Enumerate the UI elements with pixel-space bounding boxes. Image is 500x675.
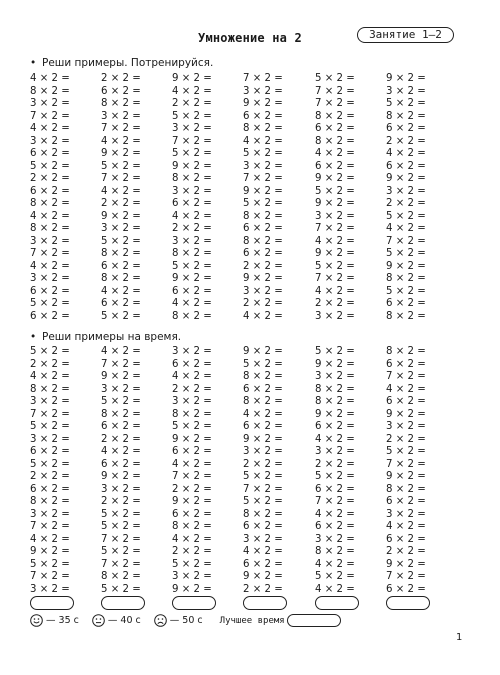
timed-exercise[interactable]: 9 × 2 = bbox=[243, 433, 283, 445]
section2-instruction bbox=[30, 330, 181, 344]
time-answer-box[interactable] bbox=[315, 596, 359, 610]
timed-exercise[interactable]: 2 × 2 = bbox=[386, 433, 426, 445]
timed-exercise[interactable]: 5 × 2 = bbox=[30, 346, 70, 357]
timed-exercise[interactable]: 4 × 2 = bbox=[386, 521, 426, 532]
timed-exercise[interactable]: 4 × 2 = bbox=[386, 383, 426, 395]
time-answer-box[interactable] bbox=[243, 596, 287, 610]
timed-exercise[interactable]: 8 × 2 = bbox=[243, 508, 283, 520]
practice-exercise[interactable]: 9 × 2 = bbox=[172, 73, 212, 84]
timed-exercise[interactable]: 5 × 2 = bbox=[243, 358, 283, 370]
timed-exercise[interactable]: 5 × 2 = bbox=[172, 558, 212, 570]
practice-exercise[interactable]: 4 × 2 = bbox=[101, 285, 141, 297]
practice-exercise[interactable]: 6 × 2 = bbox=[243, 223, 283, 234]
practice-exercise[interactable]: 3 × 2 = bbox=[315, 210, 355, 222]
practice-exercise[interactable]: 6 × 2 = bbox=[101, 260, 141, 272]
timed-exercise[interactable]: 9 × 2 = bbox=[243, 346, 283, 357]
practice-exercise[interactable]: 3 × 2 = bbox=[243, 85, 283, 97]
practice-exercise[interactable]: 5 × 2 = bbox=[30, 298, 70, 309]
timed-exercise[interactable]: 9 × 2 = bbox=[172, 496, 212, 507]
practice-exercise[interactable]: 4 × 2 = bbox=[386, 148, 426, 159]
sad-face-icon bbox=[154, 614, 167, 627]
timed-exercise[interactable]: 8 × 2 = bbox=[243, 396, 283, 407]
practice-exercise[interactable]: 2 × 2 = bbox=[30, 173, 70, 184]
practice-exercise[interactable]: 8 × 2 = bbox=[30, 223, 70, 234]
practice-exercise[interactable]: 5 × 2 = bbox=[386, 98, 426, 109]
practice-exercise[interactable]: 7 × 2 = bbox=[172, 135, 212, 147]
time-answer-box[interactable] bbox=[172, 596, 216, 610]
timed-exercise[interactable]: 7 × 2 = bbox=[30, 408, 70, 420]
timed-exercise[interactable]: 3 × 2 = bbox=[315, 533, 355, 545]
practice-exercise[interactable]: 4 × 2 = bbox=[30, 73, 70, 84]
timed-exercise[interactable]: 5 × 2 = bbox=[101, 508, 141, 520]
neutral-time-label: — 40 с bbox=[107, 615, 141, 626]
timed-exercise[interactable]: 3 × 2 = bbox=[315, 371, 355, 382]
practice-exercise[interactable]: 3 × 2 = bbox=[243, 285, 283, 297]
practice-exercise[interactable]: 2 × 2 = bbox=[101, 198, 141, 209]
bullet-icon: • bbox=[30, 331, 37, 343]
timed-exercise[interactable]: 4 × 2 = bbox=[315, 583, 355, 595]
timed-exercise[interactable]: 5 × 2 = bbox=[30, 458, 70, 470]
section1-instruction-text: Реши примеры. Потренируйся. bbox=[42, 57, 214, 69]
timed-exercise[interactable]: 6 × 2 = bbox=[172, 358, 212, 370]
timed-exercise[interactable]: 5 × 2 = bbox=[243, 496, 283, 507]
timed-exercise[interactable]: 9 × 2 = bbox=[30, 546, 70, 557]
practice-exercise[interactable]: 5 × 2 = bbox=[101, 160, 141, 172]
practice-exercise[interactable]: 9 × 2 = bbox=[243, 273, 283, 284]
practice-exercise[interactable]: 3 × 2 = bbox=[30, 235, 70, 247]
timed-exercise[interactable]: 6 × 2 = bbox=[101, 458, 141, 470]
practice-exercise[interactable]: 2 × 2 = bbox=[101, 73, 141, 84]
timed-exercise[interactable]: 7 × 2 = bbox=[101, 358, 141, 370]
timed-exercise[interactable]: 9 × 2 = bbox=[172, 583, 212, 595]
timed-exercise[interactable]: 9 × 2 = bbox=[386, 471, 426, 482]
exercise-column bbox=[315, 73, 355, 323]
timing-legend bbox=[30, 613, 341, 629]
practice-exercise[interactable]: 9 × 2 = bbox=[386, 260, 426, 272]
practice-exercise[interactable]: 7 × 2 = bbox=[101, 173, 141, 184]
exercise-column bbox=[30, 73, 70, 323]
practice-exercise[interactable]: 4 × 2 = bbox=[315, 285, 355, 297]
timed-exercise[interactable]: 8 × 2 = bbox=[172, 408, 212, 420]
timed-exercise[interactable]: 2 × 2 = bbox=[243, 458, 283, 470]
timed-exercise[interactable]: 6 × 2 = bbox=[315, 483, 355, 495]
practice-exercise[interactable]: 8 × 2 = bbox=[172, 248, 212, 259]
practice-exercise[interactable]: 4 × 2 = bbox=[30, 260, 70, 272]
timed-exercise[interactable]: 6 × 2 = bbox=[386, 358, 426, 370]
practice-exercise[interactable]: 5 × 2 = bbox=[386, 248, 426, 259]
timed-exercise[interactable]: 6 × 2 = bbox=[386, 583, 426, 595]
practice-exercise[interactable]: 2 × 2 = bbox=[315, 298, 355, 309]
timed-exercise[interactable]: 8 × 2 = bbox=[172, 521, 212, 532]
practice-exercise[interactable]: 5 × 2 = bbox=[172, 110, 212, 122]
timed-exercise[interactable]: 5 × 2 = bbox=[172, 421, 212, 432]
exercise-column bbox=[172, 346, 212, 596]
timed-exercise[interactable]: 4 × 2 = bbox=[315, 558, 355, 570]
timed-exercise[interactable]: 3 × 2 = bbox=[30, 508, 70, 520]
practice-exercise[interactable]: 4 × 2 = bbox=[386, 223, 426, 234]
section1-instruction bbox=[30, 56, 213, 70]
practice-exercise[interactable]: 8 × 2 = bbox=[101, 273, 141, 284]
timed-exercise[interactable]: 7 × 2 = bbox=[101, 533, 141, 545]
practice-exercise[interactable]: 4 × 2 = bbox=[243, 135, 283, 147]
practice-exercise[interactable]: 6 × 2 = bbox=[30, 185, 70, 197]
timed-exercise[interactable]: 4 × 2 = bbox=[30, 371, 70, 382]
practice-exercise[interactable]: 8 × 2 = bbox=[243, 235, 283, 247]
section2-instruction-text: Реши примеры на время. bbox=[42, 331, 182, 343]
timed-exercise[interactable]: 9 × 2 = bbox=[172, 433, 212, 445]
timed-exercise[interactable]: 9 × 2 = bbox=[315, 358, 355, 370]
practice-exercise[interactable]: 4 × 2 = bbox=[30, 123, 70, 134]
timed-exercise[interactable]: 9 × 2 = bbox=[386, 408, 426, 420]
timed-exercise[interactable]: 4 × 2 = bbox=[101, 446, 141, 457]
exercise-column bbox=[386, 73, 426, 323]
practice-exercise[interactable]: 2 × 2 = bbox=[386, 135, 426, 147]
timed-exercise[interactable]: 9 × 2 = bbox=[101, 371, 141, 382]
timed-exercise[interactable]: 4 × 2 = bbox=[172, 371, 212, 382]
timed-exercise[interactable]: 6 × 2 = bbox=[172, 446, 212, 457]
practice-exercise[interactable]: 4 × 2 = bbox=[101, 185, 141, 197]
practice-exercise[interactable]: 6 × 2 = bbox=[30, 148, 70, 159]
time-answer-box[interactable] bbox=[101, 596, 145, 610]
practice-exercise[interactable]: 4 × 2 = bbox=[315, 148, 355, 159]
timed-exercise[interactable]: 3 × 2 = bbox=[386, 421, 426, 432]
timed-exercise[interactable]: 4 × 2 = bbox=[30, 533, 70, 545]
timed-exercise[interactable]: 2 × 2 = bbox=[30, 471, 70, 482]
time-answer-box[interactable] bbox=[30, 596, 74, 610]
practice-exercise[interactable]: 5 × 2 = bbox=[315, 260, 355, 272]
timed-exercise[interactable]: 3 × 2 = bbox=[172, 346, 212, 357]
timed-exercise[interactable]: 5 × 2 = bbox=[101, 583, 141, 595]
timed-exercise[interactable]: 5 × 2 = bbox=[101, 396, 141, 407]
page-number: 1 bbox=[456, 632, 463, 643]
timed-exercise[interactable]: 7 × 2 = bbox=[101, 558, 141, 570]
practice-exercise[interactable]: 3 × 2 = bbox=[30, 273, 70, 284]
timed-exercise[interactable]: 6 × 2 = bbox=[30, 446, 70, 457]
timed-exercise[interactable]: 4 × 2 = bbox=[172, 533, 212, 545]
practice-exercise[interactable]: 3 × 2 = bbox=[172, 235, 212, 247]
exercise-column bbox=[172, 73, 212, 323]
practice-exercise[interactable]: 9 × 2 = bbox=[172, 273, 212, 284]
practice-exercise[interactable]: 7 × 2 = bbox=[101, 123, 141, 134]
practice-exercise[interactable]: 7 × 2 = bbox=[30, 248, 70, 259]
practice-exercise[interactable]: 8 × 2 = bbox=[386, 273, 426, 284]
best-time-label: Лучшее время bbox=[219, 616, 285, 626]
timed-exercise[interactable]: 3 × 2 = bbox=[243, 446, 283, 457]
timed-exercise[interactable]: 2 × 2 = bbox=[30, 358, 70, 370]
practice-exercise[interactable]: 5 × 2 = bbox=[172, 148, 212, 159]
practice-exercise[interactable]: 8 × 2 = bbox=[101, 98, 141, 109]
best-time-box[interactable] bbox=[287, 614, 341, 627]
practice-exercise[interactable]: 8 × 2 = bbox=[30, 198, 70, 209]
practice-exercise[interactable]: 6 × 2 = bbox=[315, 123, 355, 134]
practice-exercise[interactable]: 5 × 2 = bbox=[315, 73, 355, 84]
timed-exercise[interactable]: 3 × 2 = bbox=[101, 383, 141, 395]
timed-exercise[interactable]: 2 × 2 = bbox=[172, 546, 212, 557]
timed-exercise[interactable]: 6 × 2 = bbox=[243, 421, 283, 432]
timed-exercise[interactable]: 8 × 2 = bbox=[101, 408, 141, 420]
practice-exercise[interactable]: 6 × 2 = bbox=[386, 298, 426, 309]
timed-exercise[interactable]: 6 × 2 = bbox=[386, 533, 426, 545]
timed-exercise[interactable]: 5 × 2 = bbox=[30, 421, 70, 432]
timed-exercise[interactable]: 6 × 2 = bbox=[172, 508, 212, 520]
practice-exercise[interactable]: 6 × 2 = bbox=[30, 285, 70, 297]
timed-exercise[interactable]: 5 × 2 = bbox=[315, 346, 355, 357]
timed-exercise[interactable]: 9 × 2 = bbox=[101, 471, 141, 482]
exercise-column bbox=[101, 346, 141, 596]
exercise-column bbox=[243, 346, 283, 596]
timed-exercise[interactable]: 5 × 2 = bbox=[315, 571, 355, 582]
practice-exercise[interactable]: 4 × 2 = bbox=[172, 85, 212, 97]
practice-exercise[interactable]: 7 × 2 = bbox=[386, 235, 426, 247]
practice-exercise[interactable]: 3 × 2 = bbox=[243, 160, 283, 172]
timed-exercise[interactable]: 5 × 2 = bbox=[315, 471, 355, 482]
practice-exercise[interactable]: 3 × 2 = bbox=[315, 310, 355, 322]
practice-exercise[interactable]: 6 × 2 = bbox=[172, 285, 212, 297]
timed-exercise[interactable]: 8 × 2 = bbox=[386, 483, 426, 495]
timed-exercise[interactable]: 4 × 2 = bbox=[101, 346, 141, 357]
timed-exercise[interactable]: 2 × 2 = bbox=[172, 483, 212, 495]
timed-exercise[interactable]: 7 × 2 = bbox=[386, 371, 426, 382]
practice-exercise[interactable]: 2 × 2 = bbox=[243, 260, 283, 272]
page-title: Умножение на 2 bbox=[198, 31, 302, 45]
timed-exercise[interactable]: 3 × 2 = bbox=[30, 396, 70, 407]
timed-exercise[interactable]: 2 × 2 = bbox=[101, 433, 141, 445]
exercise-column bbox=[101, 73, 141, 323]
practice-exercise[interactable]: 8 × 2 = bbox=[315, 135, 355, 147]
timed-exercise[interactable]: 5 × 2 = bbox=[101, 546, 141, 557]
time-answer-box[interactable] bbox=[386, 596, 430, 610]
happy-face-icon bbox=[30, 614, 43, 627]
timed-exercise[interactable]: 4 × 2 = bbox=[172, 458, 212, 470]
timed-exercise[interactable]: 6 × 2 = bbox=[386, 396, 426, 407]
practice-exercise[interactable]: 3 × 2 = bbox=[386, 85, 426, 97]
practice-exercise[interactable]: 5 × 2 = bbox=[243, 198, 283, 209]
timed-exercise[interactable]: 7 × 2 = bbox=[243, 483, 283, 495]
timed-exercise[interactable]: 2 × 2 = bbox=[172, 383, 212, 395]
happy-time-label: — 35 с bbox=[46, 615, 79, 626]
timed-exercise[interactable]: 8 × 2 = bbox=[101, 571, 141, 582]
practice-exercise[interactable]: 9 × 2 = bbox=[386, 73, 426, 84]
practice-exercise[interactable]: 5 × 2 = bbox=[243, 148, 283, 159]
timed-exercise[interactable]: 3 × 2 = bbox=[315, 446, 355, 457]
practice-exercise[interactable]: 8 × 2 = bbox=[172, 173, 212, 184]
timed-exercise[interactable]: 8 × 2 = bbox=[30, 496, 70, 507]
exercise-column bbox=[30, 346, 70, 596]
timed-exercise[interactable]: 6 × 2 = bbox=[315, 421, 355, 432]
timed-exercise[interactable]: 2 × 2 = bbox=[386, 546, 426, 557]
practice-exercise[interactable]: 8 × 2 = bbox=[172, 310, 212, 322]
timed-exercise[interactable]: 9 × 2 = bbox=[315, 408, 355, 420]
practice-exercise[interactable]: 7 × 2 = bbox=[315, 98, 355, 109]
practice-exercise[interactable]: 6 × 2 = bbox=[101, 298, 141, 309]
practice-exercise[interactable]: 3 × 2 = bbox=[101, 110, 141, 122]
practice-exercise[interactable]: 5 × 2 = bbox=[386, 285, 426, 297]
practice-exercise[interactable]: 5 × 2 = bbox=[101, 310, 141, 322]
practice-exercise[interactable]: 4 × 2 = bbox=[101, 135, 141, 147]
practice-exercise[interactable]: 9 × 2 = bbox=[172, 160, 212, 172]
practice-exercise[interactable]: 9 × 2 = bbox=[101, 148, 141, 159]
practice-exercise[interactable]: 5 × 2 = bbox=[30, 160, 70, 172]
timed-exercise[interactable]: 3 × 2 = bbox=[30, 583, 70, 595]
practice-exercise[interactable]: 7 × 2 = bbox=[243, 173, 283, 184]
timed-exercise[interactable]: 6 × 2 = bbox=[243, 383, 283, 395]
practice-exercise[interactable]: 4 × 2 = bbox=[172, 210, 212, 222]
timed-exercise[interactable]: 8 × 2 = bbox=[315, 546, 355, 557]
timed-exercise[interactable]: 6 × 2 = bbox=[101, 421, 141, 432]
practice-exercise[interactable]: 7 × 2 = bbox=[315, 223, 355, 234]
practice-exercise[interactable]: 6 × 2 = bbox=[243, 110, 283, 122]
practice-exercise[interactable]: 2 × 2 = bbox=[243, 298, 283, 309]
practice-exercise[interactable]: 4 × 2 = bbox=[315, 235, 355, 247]
practice-exercise[interactable]: 8 × 2 = bbox=[386, 110, 426, 122]
practice-exercise[interactable]: 9 × 2 = bbox=[315, 198, 355, 209]
exercise-column bbox=[243, 73, 283, 323]
practice-exercise[interactable]: 3 × 2 = bbox=[386, 185, 426, 197]
practice-exercise[interactable]: 9 × 2 = bbox=[386, 173, 426, 184]
practice-exercise[interactable]: 6 × 2 = bbox=[172, 198, 212, 209]
practice-exercise[interactable]: 6 × 2 = bbox=[315, 160, 355, 172]
neutral-face-icon bbox=[92, 614, 105, 627]
practice-exercise[interactable]: 8 × 2 = bbox=[30, 85, 70, 97]
timed-exercise[interactable]: 7 × 2 = bbox=[315, 496, 355, 507]
timed-exercise[interactable]: 2 × 2 = bbox=[243, 583, 283, 595]
timed-exercise[interactable]: 8 × 2 = bbox=[315, 396, 355, 407]
practice-exercise[interactable]: 5 × 2 = bbox=[101, 235, 141, 247]
practice-exercise[interactable]: 8 × 2 = bbox=[243, 123, 283, 134]
exercise-column bbox=[386, 346, 426, 596]
timed-exercise[interactable]: 4 × 2 = bbox=[243, 408, 283, 420]
timed-exercise[interactable]: 2 × 2 = bbox=[315, 458, 355, 470]
exercise-column bbox=[315, 346, 355, 596]
practice-exercise[interactable]: 5 × 2 = bbox=[172, 260, 212, 272]
practice-exercise[interactable]: 3 × 2 = bbox=[30, 135, 70, 147]
timed-exercise[interactable]: 6 × 2 = bbox=[243, 558, 283, 570]
practice-exercise[interactable]: 7 × 2 = bbox=[315, 273, 355, 284]
practice-exercise[interactable]: 5 × 2 = bbox=[386, 210, 426, 222]
practice-exercise[interactable]: 8 × 2 = bbox=[315, 110, 355, 122]
practice-exercise[interactable]: 6 × 2 = bbox=[30, 310, 70, 322]
timed-exercise[interactable]: 6 × 2 = bbox=[30, 483, 70, 495]
timed-exercise[interactable]: 4 × 2 = bbox=[243, 546, 283, 557]
timed-exercise[interactable]: 8 × 2 = bbox=[30, 383, 70, 395]
timed-exercise[interactable]: 6 × 2 = bbox=[243, 521, 283, 532]
timed-exercise[interactable]: 3 × 2 = bbox=[101, 483, 141, 495]
timed-exercise[interactable]: 4 × 2 = bbox=[315, 433, 355, 445]
timed-exercise[interactable]: 7 × 2 = bbox=[30, 571, 70, 582]
practice-exercise[interactable]: 7 × 2 = bbox=[30, 110, 70, 122]
timed-exercise[interactable]: 8 × 2 = bbox=[315, 383, 355, 395]
timed-exercise[interactable]: 4 × 2 = bbox=[315, 508, 355, 520]
timed-exercise[interactable]: 3 × 2 = bbox=[243, 533, 283, 545]
practice-exercise[interactable]: 9 × 2 = bbox=[315, 248, 355, 259]
practice-exercise[interactable]: 6 × 2 = bbox=[386, 123, 426, 134]
practice-exercise[interactable]: 8 × 2 = bbox=[386, 310, 426, 322]
lesson-badge: Занятие 1–2 bbox=[357, 27, 454, 43]
timed-exercise[interactable]: 6 × 2 = bbox=[386, 496, 426, 507]
practice-exercise[interactable]: 3 × 2 = bbox=[172, 123, 212, 134]
timed-exercise[interactable]: 7 × 2 = bbox=[386, 571, 426, 582]
practice-exercise[interactable]: 6 × 2 = bbox=[101, 85, 141, 97]
practice-exercise[interactable]: 2 × 2 = bbox=[386, 198, 426, 209]
timed-exercise[interactable]: 5 × 2 = bbox=[386, 446, 426, 457]
timed-exercise[interactable]: 3 × 2 = bbox=[30, 433, 70, 445]
timed-exercise[interactable]: 6 × 2 = bbox=[315, 521, 355, 532]
practice-exercise[interactable]: 4 × 2 = bbox=[243, 310, 283, 322]
timed-exercise[interactable]: 8 × 2 = bbox=[243, 371, 283, 382]
timed-exercise[interactable]: 8 × 2 = bbox=[386, 346, 426, 357]
practice-exercise[interactable]: 5 × 2 = bbox=[315, 185, 355, 197]
timed-exercise[interactable]: 5 × 2 = bbox=[101, 521, 141, 532]
practice-exercise[interactable]: 6 × 2 = bbox=[386, 160, 426, 172]
practice-exercise[interactable]: 4 × 2 = bbox=[30, 210, 70, 222]
practice-exercise[interactable]: 3 × 2 = bbox=[172, 185, 212, 197]
practice-exercise[interactable]: 6 × 2 = bbox=[243, 248, 283, 259]
timed-exercise[interactable]: 3 × 2 = bbox=[386, 508, 426, 520]
timed-exercise[interactable]: 7 × 2 = bbox=[172, 471, 212, 482]
timed-exercise[interactable]: 5 × 2 = bbox=[30, 558, 70, 570]
bullet-icon: • bbox=[30, 57, 37, 69]
timed-exercise[interactable]: 7 × 2 = bbox=[30, 521, 70, 532]
practice-exercise[interactable]: 2 × 2 = bbox=[172, 98, 212, 109]
practice-exercise[interactable]: 3 × 2 = bbox=[30, 98, 70, 109]
practice-exercise[interactable]: 9 × 2 = bbox=[101, 210, 141, 222]
practice-exercise[interactable]: 8 × 2 = bbox=[101, 248, 141, 259]
practice-exercise[interactable]: 9 × 2 = bbox=[315, 173, 355, 184]
practice-exercise[interactable]: 8 × 2 = bbox=[243, 210, 283, 222]
practice-exercise[interactable]: 9 × 2 = bbox=[243, 98, 283, 109]
practice-exercise[interactable]: 7 × 2 = bbox=[315, 85, 355, 97]
timed-exercise[interactable]: 2 × 2 = bbox=[101, 496, 141, 507]
timed-exercise[interactable]: 9 × 2 = bbox=[386, 558, 426, 570]
timed-exercise[interactable]: 7 × 2 = bbox=[386, 458, 426, 470]
timed-exercise[interactable]: 3 × 2 = bbox=[172, 571, 212, 582]
practice-exercise[interactable]: 2 × 2 = bbox=[172, 223, 212, 234]
timed-exercise[interactable]: 5 × 2 = bbox=[243, 471, 283, 482]
timed-exercise[interactable]: 9 × 2 = bbox=[243, 571, 283, 582]
practice-exercise[interactable]: 9 × 2 = bbox=[243, 185, 283, 197]
sad-time-label: — 50 с bbox=[169, 615, 203, 626]
practice-exercise[interactable]: 7 × 2 = bbox=[243, 73, 283, 84]
timed-exercise[interactable]: 3 × 2 = bbox=[172, 396, 212, 407]
practice-exercise[interactable]: 4 × 2 = bbox=[172, 298, 212, 309]
practice-exercise[interactable]: 3 × 2 = bbox=[101, 223, 141, 234]
